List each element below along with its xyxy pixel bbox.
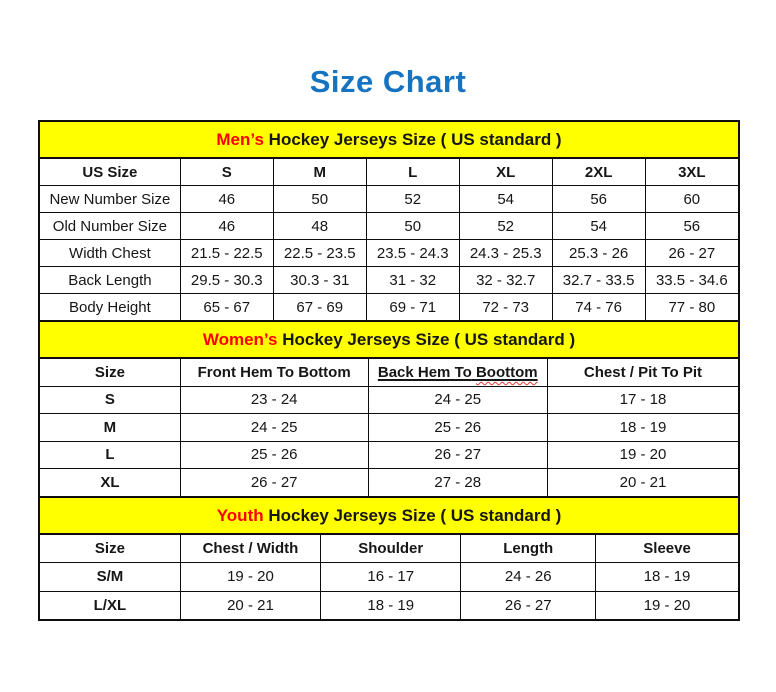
size-value-cell: 33.5 - 34.6 (645, 267, 738, 294)
size-value-cell: 16 - 17 (321, 563, 461, 592)
row-label-cell: L/XL (40, 591, 180, 619)
row-label-cell: L (40, 441, 180, 469)
column-header-cell: Shoulder (321, 535, 461, 563)
size-value-cell: 24.3 - 25.3 (459, 240, 552, 267)
column-header-cell: XL (459, 159, 552, 186)
page-title: Size Chart (309, 64, 467, 99)
youth-size-table (40, 535, 738, 620)
size-value-cell: 72 - 73 (459, 294, 552, 321)
mens-section-title: Hockey Jerseys Size ( US standard ) (268, 130, 562, 149)
size-value-cell: 52 (366, 186, 459, 213)
table-row (40, 267, 738, 294)
row-label-cell: Back Length (40, 267, 180, 294)
size-value-cell: 67 - 69 (273, 294, 366, 321)
row-label-cell: Body Height (40, 294, 180, 321)
size-value-cell: 26 - 27 (180, 469, 368, 496)
column-header-cell: M (273, 159, 366, 186)
mens-section-highlight: Men’s (216, 130, 264, 149)
size-value-cell: 21.5 - 22.5 (180, 240, 273, 267)
table-row (40, 414, 738, 442)
column-header-cell: Sleeve (596, 535, 738, 563)
row-label-cell: S/M (40, 563, 180, 592)
size-value-cell: 46 (180, 213, 273, 240)
column-header-cell: Size (40, 359, 180, 386)
column-header-cell: Size (40, 535, 180, 563)
row-label-cell: S (40, 386, 180, 414)
column-header-cell: L (366, 159, 459, 186)
size-value-cell: 17 - 18 (547, 386, 738, 414)
womens-size-table (40, 359, 738, 496)
table-header-row (40, 535, 738, 563)
table-row (40, 563, 738, 592)
row-label-cell: Old Number Size (40, 213, 180, 240)
size-value-cell: 56 (552, 186, 645, 213)
youth-section-header (40, 496, 738, 535)
row-label-cell: Width Chest (40, 240, 180, 267)
table-row (40, 591, 738, 619)
size-value-cell: 74 - 76 (552, 294, 645, 321)
size-value-cell: 25 - 26 (180, 441, 368, 469)
youth-section-title: Hockey Jerseys Size ( US standard ) (268, 505, 562, 525)
table-row (40, 294, 738, 321)
youth-section-highlight: Youth (216, 505, 264, 525)
size-value-cell: 26 - 27 (368, 441, 547, 469)
size-value-cell: 22.5 - 23.5 (273, 240, 366, 267)
column-header-cell: US Size (40, 159, 180, 186)
size-chart-container (38, 120, 740, 621)
table-row (40, 213, 738, 240)
size-value-cell: 19 - 20 (547, 441, 738, 469)
size-value-cell: 26 - 27 (645, 240, 738, 267)
size-value-cell: 20 - 21 (180, 591, 320, 619)
size-value-cell: 24 - 26 (461, 563, 596, 592)
size-value-cell: 60 (645, 186, 738, 213)
size-value-cell: 65 - 67 (180, 294, 273, 321)
size-value-cell: 77 - 80 (645, 294, 738, 321)
size-value-cell: 56 (645, 213, 738, 240)
table-row (40, 386, 738, 414)
size-value-cell: 46 (180, 186, 273, 213)
size-value-cell: 69 - 71 (366, 294, 459, 321)
column-header-cell: Chest / Width (180, 535, 320, 563)
size-value-cell: 31 - 32 (366, 267, 459, 294)
size-value-cell: 26 - 27 (461, 591, 596, 619)
size-value-cell: 30.3 - 31 (273, 267, 366, 294)
table-header-row (40, 159, 738, 186)
row-label-cell: XL (40, 469, 180, 496)
mens-section-header (40, 122, 738, 159)
misspelled-word: Boottom (475, 363, 538, 381)
size-value-cell: 23 - 24 (180, 386, 368, 414)
row-label-cell: M (40, 414, 180, 442)
column-header-cell: S (180, 159, 273, 186)
row-label-cell: New Number Size (40, 186, 180, 213)
size-value-cell: 54 (552, 213, 645, 240)
table-row (40, 240, 738, 267)
size-value-cell: 18 - 19 (547, 414, 738, 442)
size-value-cell: 32 - 32.7 (459, 267, 552, 294)
table-row (40, 441, 738, 469)
size-value-cell: 18 - 19 (321, 591, 461, 619)
column-header-cell: Chest / Pit To Pit (547, 359, 738, 386)
size-value-cell: 23.5 - 24.3 (366, 240, 459, 267)
womens-section-highlight: Women’s (202, 330, 278, 349)
column-header-cell (368, 359, 547, 386)
column-header-cell: Length (461, 535, 596, 563)
size-value-cell: 54 (459, 186, 552, 213)
size-value-cell: 24 - 25 (180, 414, 368, 442)
column-header-cell: Front Hem To Bottom (180, 359, 368, 386)
size-value-cell: 19 - 20 (596, 591, 738, 619)
womens-section-title: Hockey Jerseys Size ( US standard ) (282, 330, 576, 349)
size-value-cell: 25 - 26 (368, 414, 547, 442)
womens-section-header (40, 320, 738, 359)
column-header-cell: 3XL (645, 159, 738, 186)
size-value-cell: 25.3 - 26 (552, 240, 645, 267)
size-value-cell: 52 (459, 213, 552, 240)
table-row (40, 186, 738, 213)
size-value-cell: 50 (273, 186, 366, 213)
size-value-cell: 29.5 - 30.3 (180, 267, 273, 294)
size-value-cell: 32.7 - 33.5 (552, 267, 645, 294)
size-value-cell: 50 (366, 213, 459, 240)
column-header-text: Back Hem To (377, 363, 472, 381)
size-value-cell: 27 - 28 (368, 469, 547, 496)
mens-size-table (40, 159, 738, 320)
size-value-cell: 19 - 20 (180, 563, 320, 592)
underlined-column-header (378, 364, 538, 381)
size-value-cell: 48 (273, 213, 366, 240)
size-value-cell: 20 - 21 (547, 469, 738, 496)
size-value-cell: 18 - 19 (596, 563, 738, 592)
column-header-cell: 2XL (552, 159, 645, 186)
table-header-row (40, 359, 738, 386)
table-row (40, 469, 738, 496)
size-value-cell: 24 - 25 (368, 386, 547, 414)
